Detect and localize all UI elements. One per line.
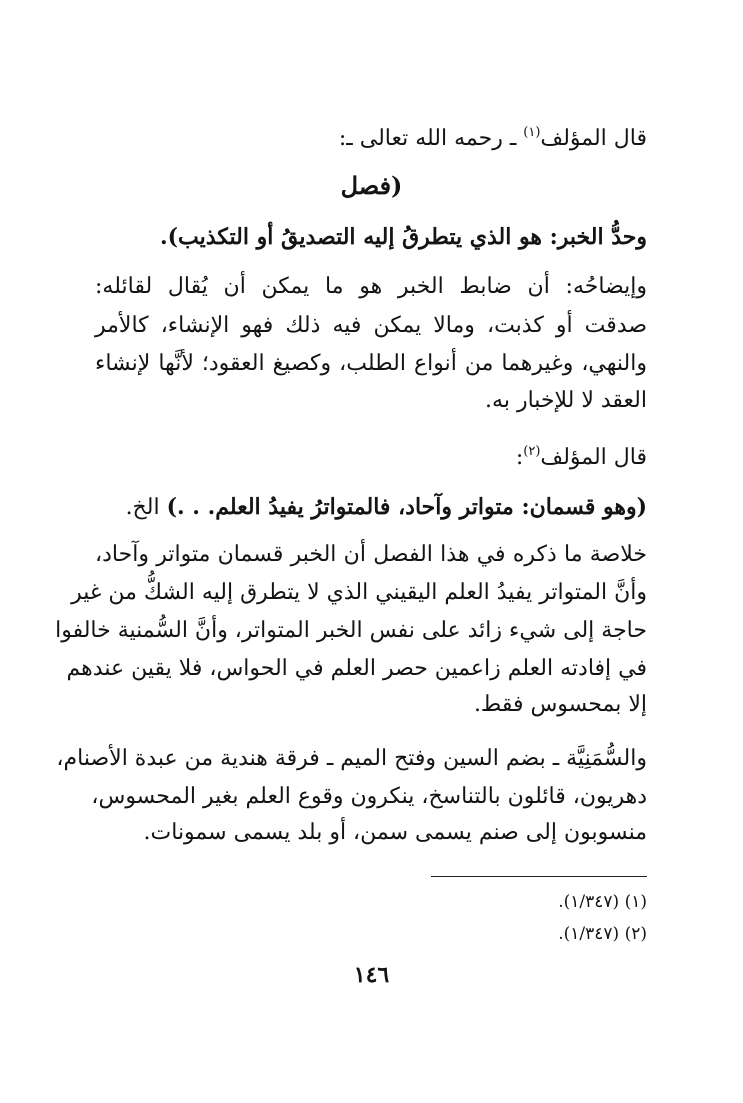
author-second-line: قال المؤلف$^{(٢)}$: <box>515 444 647 470</box>
footnote-ref-2: (٢) <box>523 444 541 459</box>
summary-line-3: حاجة إلى شيء زائد على نفس الخبر المتواتر، وأنَّ السُّمنية خالفوا <box>55 618 647 643</box>
footnote-1: (١) (١/٣٤٧). <box>558 892 647 912</box>
summary-line-5: إلا بمحسوس فقط. <box>473 692 647 717</box>
author-intro-line: قال المؤلف$^{(١)}$ ـ رحمه الله تعالى ـ: <box>338 125 647 151</box>
summary-line-1: خلاصة ما ذكره في هذا الفصل أن الخبر قسمان متواتر وآحاد، <box>95 542 647 567</box>
footnote-2: (٢) (١/٣٤٧). <box>558 924 647 944</box>
footnote-separator <box>431 876 647 877</box>
definition-line: وحدُّ الخبر: هو الذي يتطرقُ إليه التصديقُ أو التكذيب). <box>159 224 647 250</box>
summary-line-4: في إفادته العلم زاعمين حصر العلم في الحواس، فلا يقين عندهم <box>66 656 647 681</box>
section-title: (فصل <box>340 171 403 200</box>
footnote-ref-1: (١) <box>523 125 541 140</box>
note-line-3: منسوبون إلى صنم يسمى سمن، أو بلد يسمى سمونات. <box>143 820 647 845</box>
explanation-line-1: وإيضاحُه: أن ضابط الخبر هو ما يمكن أن يُقال لقائله: <box>95 274 647 299</box>
explanation-line-4: العقد لا للإخبار به. <box>485 388 647 413</box>
explanation-line-3: والنهي، وغيرهما من أنواع الطلب، وكصيغ العقود؛ لأنَّها لإنشاء <box>95 351 647 376</box>
explanation-line-2: صدقت أو كذبت، ومالا يمكن فيه ذلك فهو الإنشاء، كالأمر <box>95 313 647 338</box>
note-line-2: دهريون، قائلون بالتناسخ، ينكرون وقوع العلم بغير المحسوس، <box>91 784 647 809</box>
quote-line: (وهو قسمان: متواتر وآحاد، فالمتواترُ يفيدُ العلم. . .) الخ. <box>125 494 647 520</box>
note-line-1: والسُّمَنِيَّة ـ بضم السين وفتح الميم ـ فرقة هندية من عبدة الأصنام، <box>56 746 647 771</box>
page-number: ١٤٦ <box>353 962 390 988</box>
summary-line-2: وأنَّ المتواتر يفيدُ العلم اليقيني الذي لا يتطرق إليه الشكُّ من غير <box>71 580 647 605</box>
